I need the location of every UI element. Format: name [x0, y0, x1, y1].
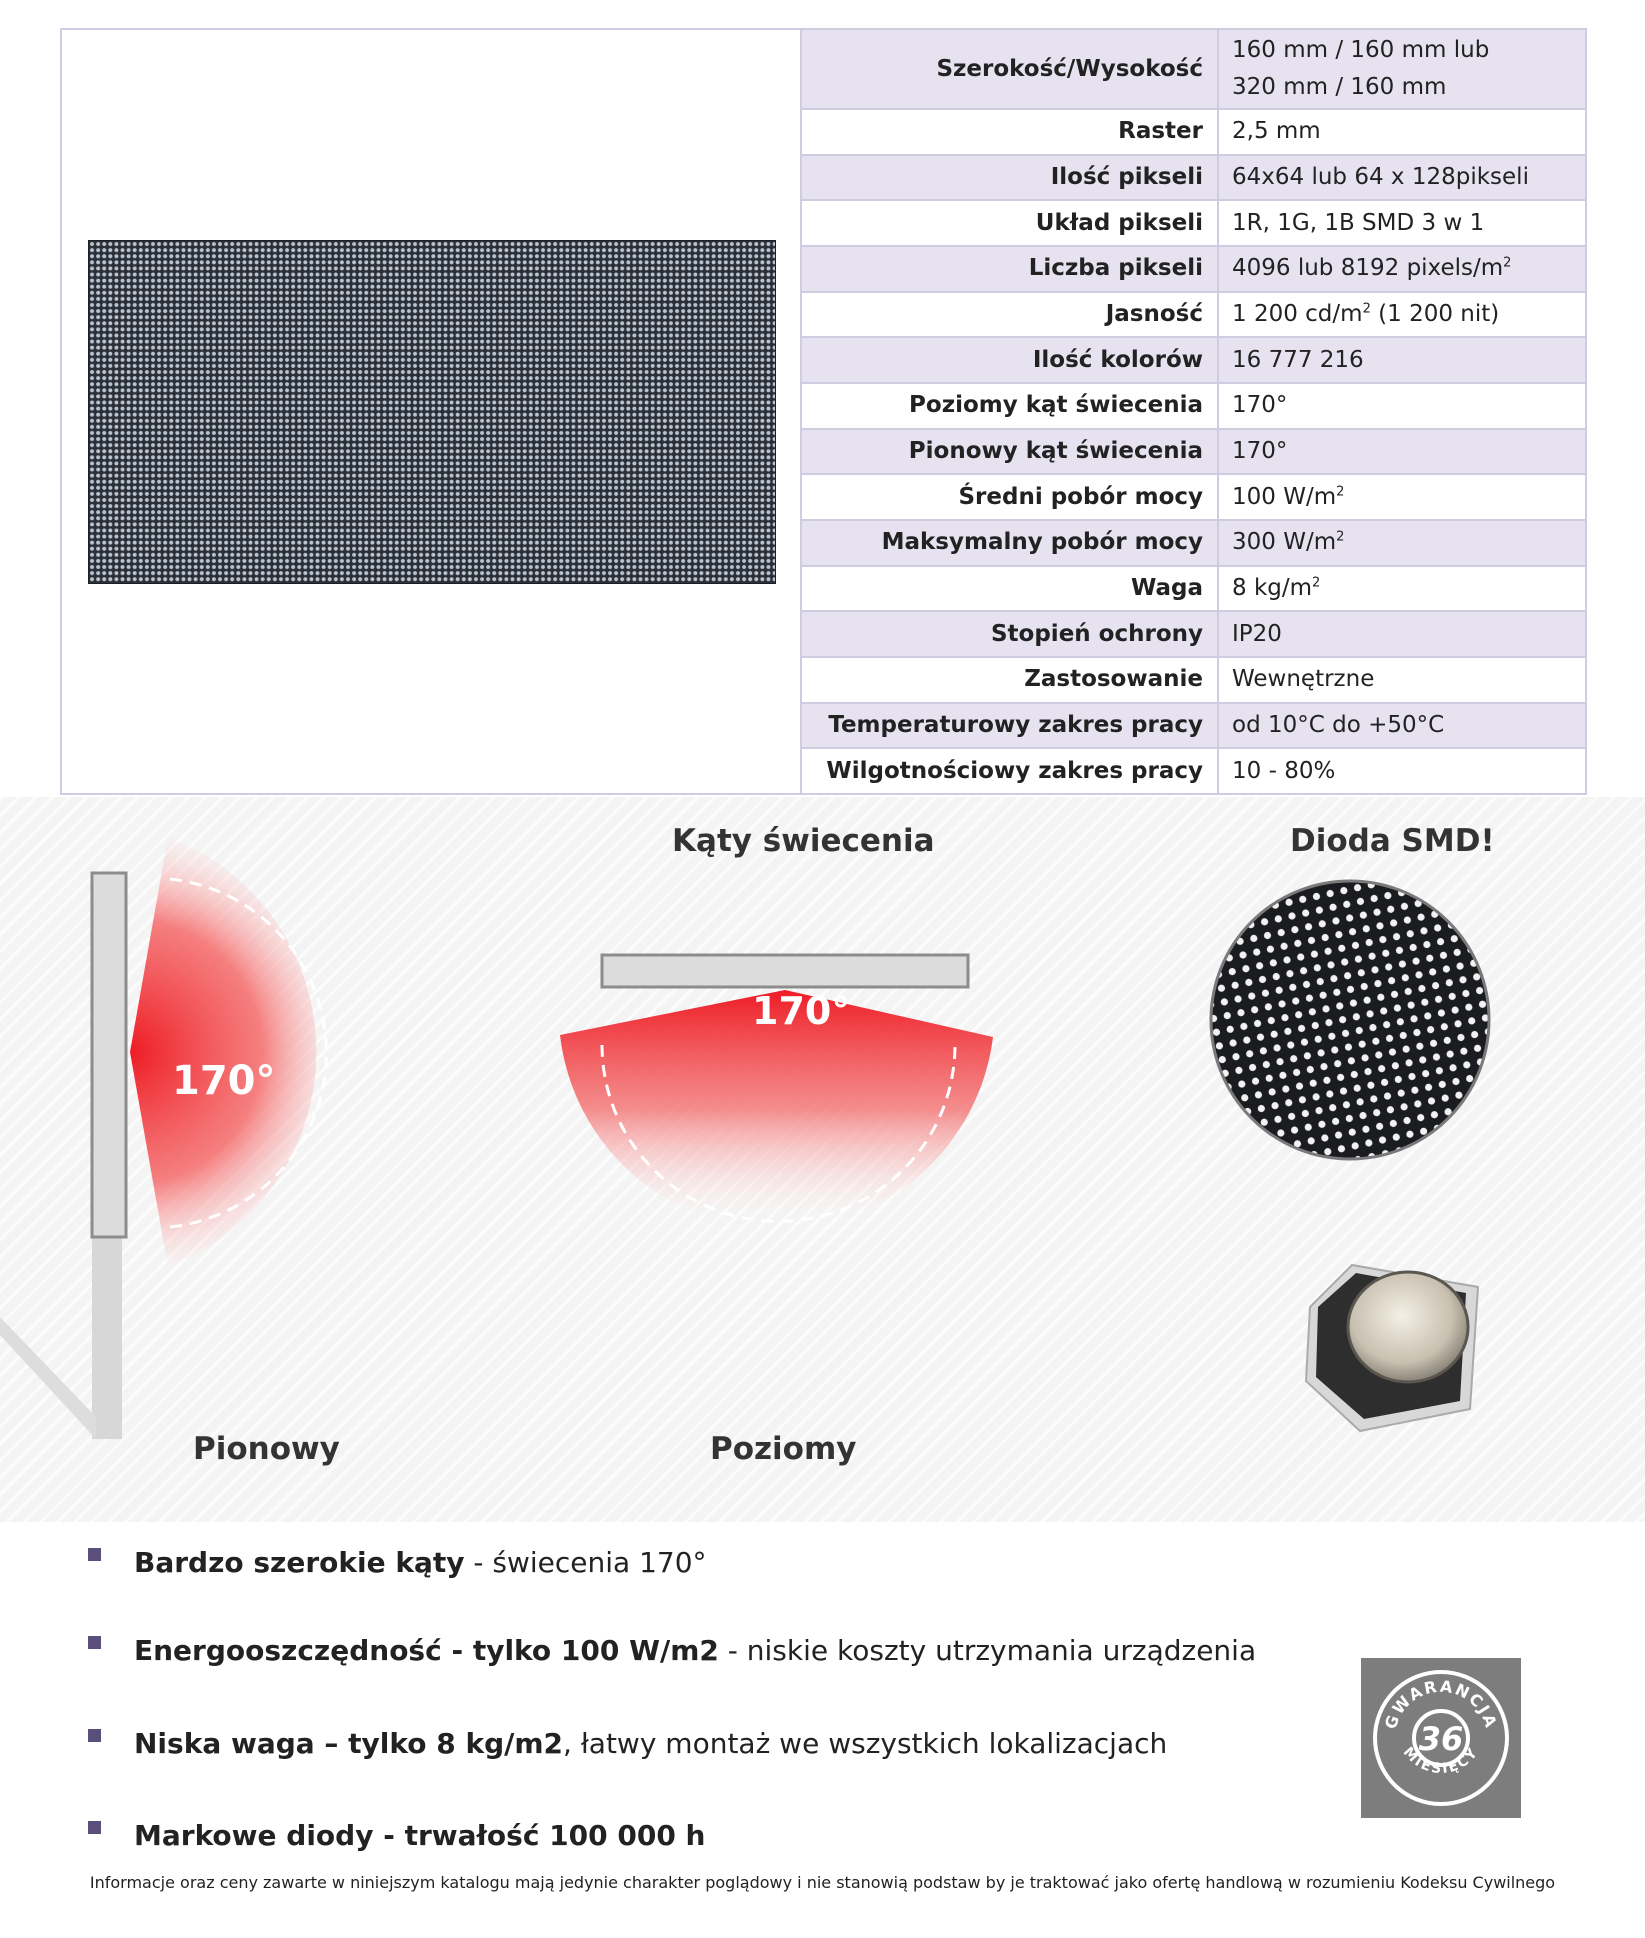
spec-label: Temperaturowy zakres pracy — [801, 703, 1218, 749]
feature-strong: Bardzo szerokie kąty — [134, 1546, 465, 1579]
feature-text — [134, 1634, 1256, 1667]
section-title: Kąty świecenia — [672, 823, 935, 859]
spec-value-suffix: (1 200 nit) — [1370, 300, 1500, 327]
horizontal-angle-label: 170° — [752, 989, 851, 1033]
caption-vertical: Pionowy — [193, 1431, 340, 1467]
spec-row — [801, 566, 1586, 612]
spec-value: 10 - 80% — [1218, 748, 1586, 794]
spec-label: Maksymalny pobór mocy — [801, 520, 1218, 566]
feature-rest: - świecenia 170° — [464, 1546, 707, 1579]
disclaimer: Informacje oraz ceny zawarte w niniejszym katalogu mają jedynie charakter poglądowy i nie stanowią podstaw by je traktować jako ofertę handlową w rozumieniu Kodeksu Cywilnego — [89, 1873, 1556, 1892]
spec-table — [800, 28, 1587, 795]
vertical-beam — [130, 837, 316, 1267]
spec-value — [1218, 292, 1586, 338]
smd-title: Dioda SMD! — [1290, 823, 1495, 859]
spec-label: Szerokość/Wysokość — [801, 29, 1218, 109]
spec-label: Waga — [801, 566, 1218, 612]
spec-row — [801, 611, 1586, 657]
bullet-icon — [88, 1548, 101, 1561]
feature-strong: Markowe diody - trwałość 100 000 h — [134, 1819, 706, 1852]
smd-diode-lens — [1348, 1272, 1468, 1382]
superscript: 2 — [1336, 483, 1345, 499]
spec-value: 1R, 1G, 1B SMD 3 w 1 — [1218, 200, 1586, 246]
feature-text — [134, 1546, 707, 1579]
spec-row — [801, 246, 1586, 292]
spec-value — [1218, 520, 1586, 566]
spec-label: Stopień ochrony — [801, 611, 1218, 657]
spec-label: Średni pobór mocy — [801, 474, 1218, 520]
viewing-angles-section — [0, 797, 1645, 1522]
feature-text — [134, 1727, 1167, 1760]
spec-label: Układ pikseli — [801, 200, 1218, 246]
spec-row — [801, 474, 1586, 520]
spec-value — [1218, 29, 1586, 109]
spec-row — [801, 29, 1586, 109]
spec-row — [801, 292, 1586, 338]
badge-unit: MIESIĘCY — [1399, 1744, 1483, 1778]
spec-row — [801, 109, 1586, 155]
spec-value-text: 300 W/m — [1232, 529, 1337, 556]
superscript: 2 — [1503, 255, 1512, 271]
spec-row — [801, 429, 1586, 475]
feature-rest: - niskie koszty utrzymania urządzenia — [718, 1634, 1257, 1667]
feature-text — [134, 1819, 705, 1852]
spec-value: 170° — [1218, 383, 1586, 429]
superscript: 2 — [1362, 301, 1371, 317]
spec-label: Liczba pikseli — [801, 246, 1218, 292]
spec-value: 16 777 216 — [1218, 337, 1586, 383]
feature-rest: , łatwy montaż we wszystkich lokalizacjach — [563, 1727, 1168, 1760]
spec-value-line: 320 mm / 160 mm — [1232, 74, 1447, 100]
spec-value — [1218, 246, 1586, 292]
vertical-panel — [92, 873, 126, 1237]
spec-label: Zastosowanie — [801, 657, 1218, 703]
spec-label: Jasność — [801, 292, 1218, 338]
guarantee-seal-icon — [1361, 1658, 1521, 1818]
spec-value: od 10°C do +50°C — [1218, 703, 1586, 749]
bullet-icon — [88, 1729, 101, 1742]
mount-brace — [0, 1317, 96, 1439]
badge-number: 36 — [1418, 1720, 1464, 1758]
spec-value: IP20 — [1218, 611, 1586, 657]
spec-value: 170° — [1218, 429, 1586, 475]
spec-row — [801, 383, 1586, 429]
superscript: 2 — [1336, 529, 1345, 545]
spec-value — [1218, 566, 1586, 612]
spec-label: Ilość pikseli — [801, 155, 1218, 201]
spec-value-text: 8 kg/m — [1232, 574, 1313, 601]
spec-value — [1218, 474, 1586, 520]
feature-strong: Niska waga – tylko 8 kg/m2 — [134, 1727, 564, 1760]
spec-row — [801, 200, 1586, 246]
spec-value-text: 1 200 cd/m — [1232, 300, 1363, 327]
feature-strong: Energooszczędność - tylko 100 W/m2 — [134, 1634, 719, 1667]
spec-label: Ilość kolorów — [801, 337, 1218, 383]
spec-row — [801, 520, 1586, 566]
spec-row — [801, 657, 1586, 703]
spec-value: Wewnętrzne — [1218, 657, 1586, 703]
smd-closeup-grid — [1200, 877, 1500, 1167]
guarantee-badge — [1361, 1658, 1521, 1818]
spec-row — [801, 337, 1586, 383]
spec-value-text: 4096 lub 8192 pixels/m — [1232, 255, 1504, 282]
badge-word: GWARANCJA — [1380, 1676, 1502, 1732]
spec-label: Raster — [801, 109, 1218, 155]
spec-label: Pionowy kąt świecenia — [801, 429, 1218, 475]
bullet-icon — [88, 1821, 101, 1834]
spec-value: 2,5 mm — [1218, 109, 1586, 155]
led-module-photo — [88, 240, 776, 584]
bullet-icon — [88, 1636, 101, 1649]
spec-label: Wilgotnościowy zakres pracy — [801, 748, 1218, 794]
spec-label: Poziomy kąt świecenia — [801, 383, 1218, 429]
caption-horizontal: Poziomy — [710, 1431, 857, 1467]
spec-row — [801, 155, 1586, 201]
spec-value: 64x64 lub 64 x 128pikseli — [1218, 155, 1586, 201]
spec-row — [801, 748, 1586, 794]
spec-value-text: 100 W/m — [1232, 483, 1337, 510]
spec-value-line: 160 mm / 160 mm lub — [1232, 37, 1490, 63]
viewing-angle-diagrams — [0, 797, 1645, 1522]
superscript: 2 — [1312, 575, 1321, 591]
horizontal-panel — [602, 955, 968, 987]
vertical-angle-label: 170° — [172, 1058, 276, 1104]
spec-row — [801, 703, 1586, 749]
